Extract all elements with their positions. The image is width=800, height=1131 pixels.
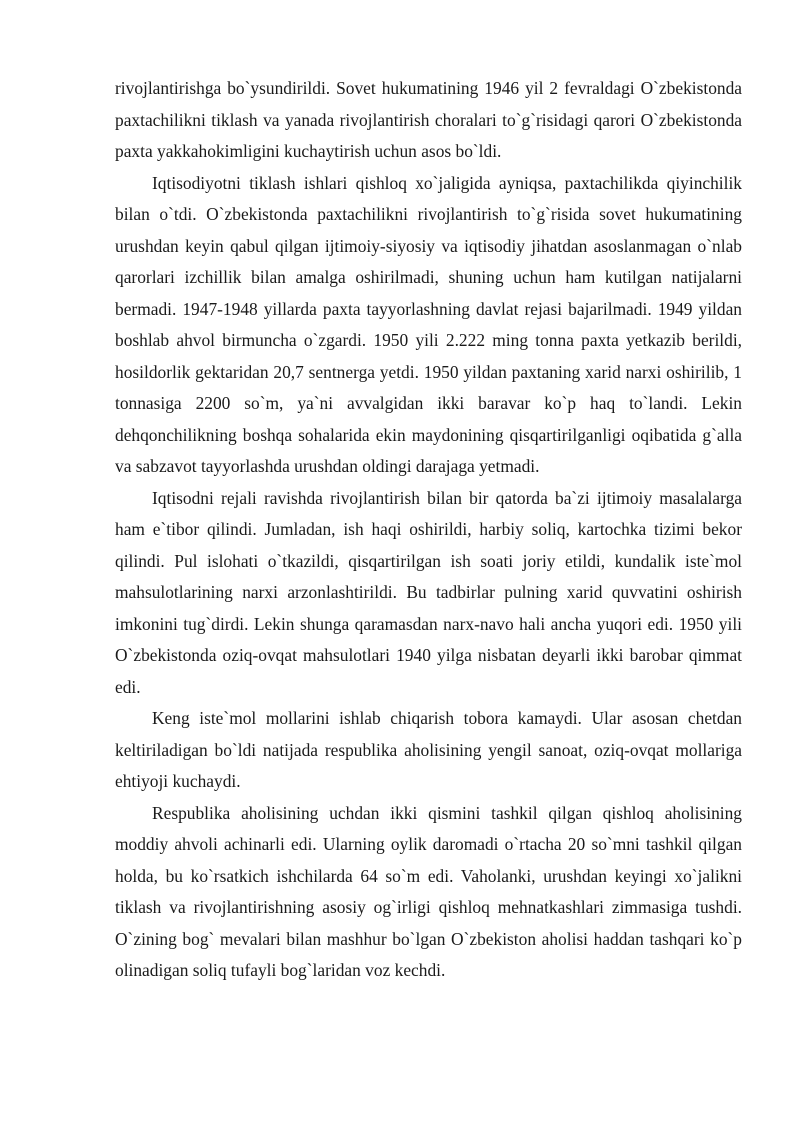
paragraph-social-issues: Iqtisodni rejali ravishda rivojlantirish bilan bir qatorda ba`zi ijtimoiy masalalarga ham e`tibor qilindi. Jumladan, ish haqi oshirildi, harbiy soliq, kartochka tizimi bekor qilindi. Pul islohati o`tkazildi, qisqartirilgan ish soati joriy etildi, kundalik iste`mol mahsulotlarining narxi arzonlashtirildi. Bu tadbirlar pulning xarid quvvatini oshirish imkonini tug`dirdi. Lekin shunga qaramasdan narx-navo hali ancha yuqori edi. 1950 yili O`zbekistonda oziq-ovqat mahsulotlari 1940 yilga nisbatan deyarli ikki barobar qimmat edi. [115,487,742,697]
document-body [115,73,742,987]
paragraph-continuation: rivojlantirishga bo`ysundirildi. Sovet hukumatining 1946 yil 2 fevraldagi O`zbekistonda paxtachilikni tiklash va yanada rivojlantirish choralari to`g`risidagi qarori O`zbekistonda paxta yakkahokimligini kuchaytirish uchun asos bo`ldi. [115,78,742,161]
paragraph-cotton-recovery: Iqtisodiyotni tiklash ishlari qishloq xo`jaligida ayniqsa, paxtachilikda qiyinchilik bilan o`tdi. O`zbekistonda paxtachilikni rivojlantirish to`g`risida sovet hukumatining urushdan keyin qabul qilgan ijtimoiy-siyosiy va iqtisodiy jihatdan asoslanmagan o`nlab qarorlari izchillik bilan amalga oshirilmadi, shuning uchun ham kutilgan natijalarni bermadi. 1947-1948 yillarda paxta tayyorlashning davlat rejasi bajarilmadi. 1949 yildan boshlab ahvol birmuncha o`zgardi. 1950 yili 2.222 ming tonna paxta yetkazib berildi, hosildorlik gektaridan 20,7 sentnerga yetdi. 1950 yildan paxtaning xarid narxi oshirilib, 1 tonnasiga 2200 so`m, ya`ni avvalgidan ikki baravar ko`p haq to`landi. Lekin dehqonchilikning boshqa sohalarida ekin maydonining qisqartirilganligi oqibatida g`alla va sabzavot tayyorlashda urushdan oldingi darajaga yetmadi. [115,172,742,476]
paragraph-consumer-goods: Keng iste`mol mollarini ishlab chiqarish tobora kamaydi. Ular asosan chetdan keltiriladigan bo`ldi natijada respublika aholisining yengil sanoat, oziq-ovqat mollariga ehtiyoji kuchaydi. [115,708,742,791]
paragraph-rural-population: Respublika aholisining uchdan ikki qismini tashkil qilgan qishloq aholisining moddiy ahvoli achinarli edi. Ularning oylik daromadi o`rtacha 20 so`mni tashkil qilgan holda, bu ko`rsatkich ishchilarda 64 so`m edi. Vaholanki, urushdan keyingi xo`jalikni tiklash va rivojlantirishning asosiy og`irligi qishloq mehnatkashlari zimmasiga tushdi. O`zining bog` mevalari bilan mashhur bo`lgan O`zbekiston aholisi haddan tashqari ko`p olinadigan soliq tufayli bog`laridan voz kechdi. [115,802,742,980]
